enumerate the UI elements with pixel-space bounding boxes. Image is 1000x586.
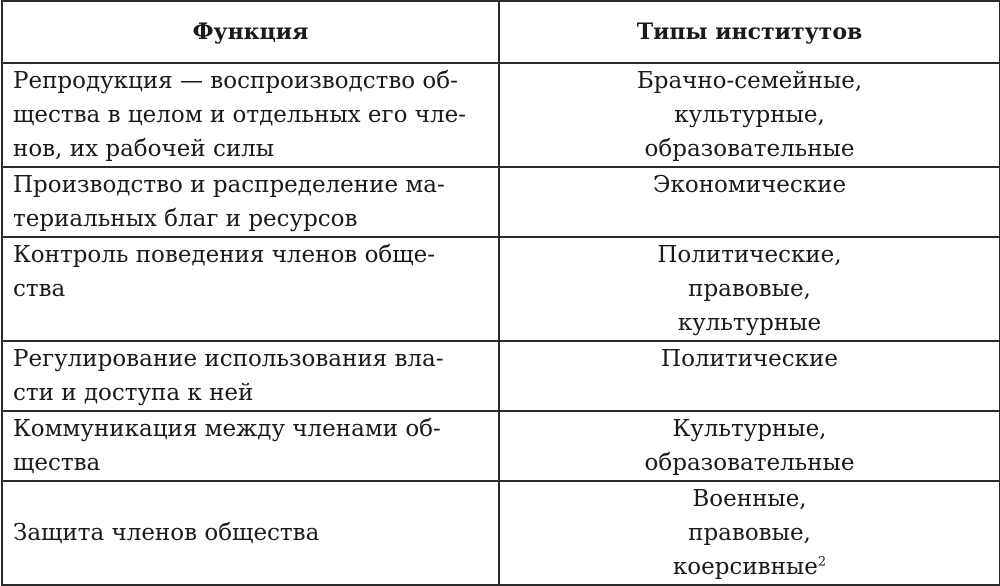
types-line: культурные xyxy=(677,310,822,336)
types-line: Культурные, xyxy=(672,416,827,442)
function-cell xyxy=(2,411,499,481)
types-cell xyxy=(499,341,1000,411)
function-cell xyxy=(2,481,499,585)
header-types: Типы институтов xyxy=(499,1,1000,63)
types-line: Экономические xyxy=(652,172,847,198)
function-line: Производство и распределение ма- xyxy=(13,172,445,198)
function-line: териальных благ и ресурсов xyxy=(13,206,358,232)
institutions-table xyxy=(1,0,1000,586)
table-row xyxy=(2,63,1000,167)
types-cell xyxy=(499,63,1000,167)
function-line: Коммуникация между членами об- xyxy=(13,416,441,442)
function-cell xyxy=(2,341,499,411)
header-function: Функция xyxy=(2,1,499,63)
function-line: ства xyxy=(13,276,66,302)
types-line: Военные, xyxy=(692,486,807,512)
function-line: Защита членов общества xyxy=(13,520,320,546)
types-line: правовые, xyxy=(688,520,811,546)
function-line: щества xyxy=(13,450,101,476)
function-line: Репродукция — воспроизводство об- xyxy=(13,68,458,94)
function-cell xyxy=(2,63,499,167)
types-cell xyxy=(499,481,1000,585)
types-line: правовые, xyxy=(688,276,811,302)
types-line: Политические, xyxy=(657,242,842,268)
types-line xyxy=(506,550,993,584)
types-cell xyxy=(499,411,1000,481)
footnote-marker: 2 xyxy=(817,554,827,570)
types-line: Брачно-семейные, xyxy=(636,68,863,94)
function-line: щества в целом и отдельных его чле- xyxy=(13,102,466,128)
types-line-text: коерсивные xyxy=(672,554,818,580)
types-line: образовательные xyxy=(644,450,855,476)
table-row xyxy=(2,411,1000,481)
function-line: Регулирование использования вла- xyxy=(13,346,444,372)
table-header-row xyxy=(2,1,1000,63)
types-line: культурные, xyxy=(674,102,825,128)
function-line: нов, их рабочей силы xyxy=(13,136,275,162)
table-row xyxy=(2,341,1000,411)
function-line: Контроль поведения членов обще- xyxy=(13,242,436,268)
function-cell xyxy=(2,167,499,237)
table-row xyxy=(2,481,1000,585)
table-row xyxy=(2,237,1000,341)
function-cell xyxy=(2,237,499,341)
types-line: образовательные xyxy=(644,136,855,162)
table-row xyxy=(2,167,1000,237)
types-line: Политические xyxy=(661,346,838,372)
types-cell xyxy=(499,167,1000,237)
types-cell xyxy=(499,237,1000,341)
function-line: сти и доступа к ней xyxy=(13,380,254,406)
